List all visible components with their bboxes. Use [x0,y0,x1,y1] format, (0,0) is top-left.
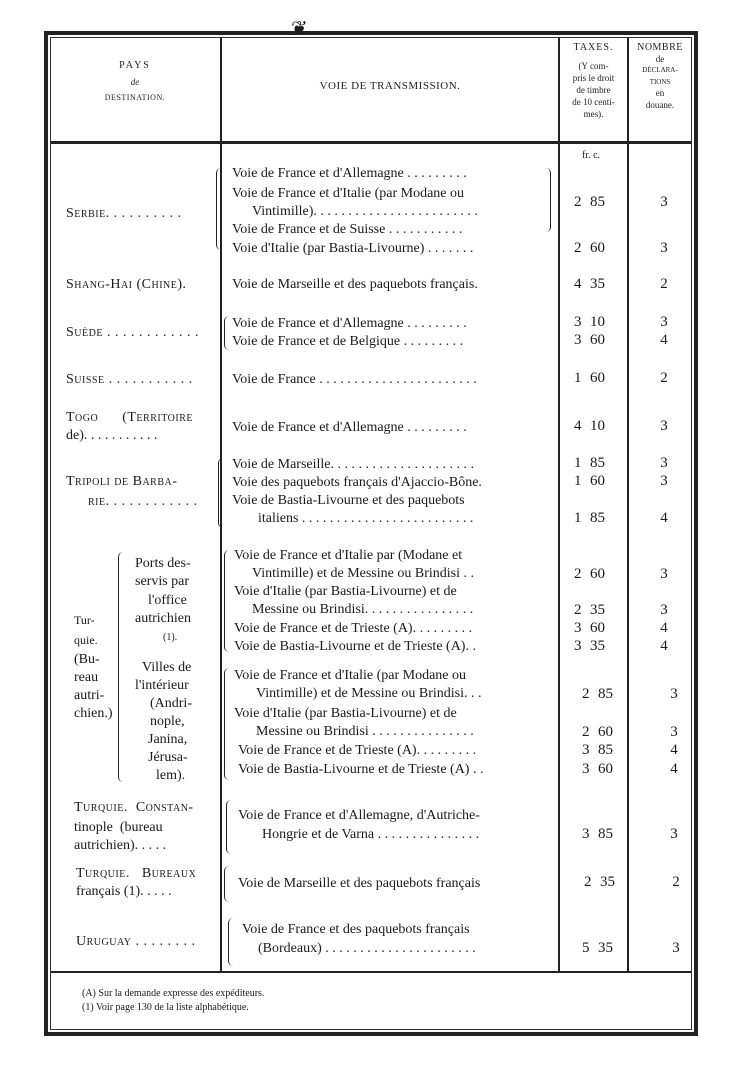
tax-togo-fr: 4 [574,418,582,434]
turquie-sub1-1: Ports des- [135,556,191,571]
header-nombre-line1: NOMBRE [637,42,683,53]
route-turquie-a4: Voie de Bastia-Livourne et de Trieste (A). . [234,639,476,654]
route-turquie-a3: Voie de France et de Trieste (A). . . . . . . . . [234,621,473,636]
tax-suisse-c: 60 [590,370,605,386]
tax-turquie-b4-c: 60 [598,761,613,777]
unit-label: fr. c. [582,150,601,161]
column-rule-3 [627,38,629,971]
tax-turquie-a2-c: 35 [590,602,605,618]
turquie-sub2-7: lem). [156,768,186,783]
header-voie: VOIE DE TRANSMISSION. [319,80,461,92]
country-serbie: Serbie. . . . . . . . . . [66,206,182,221]
header-taxes [560,42,627,120]
route-tripoli-3b: italiens . . . . . . . . . . . . . . . . . . . . . . . . . [258,511,474,526]
route-turquie-b1b: Vintimille) et de Messine ou Brindisi. . . [256,686,482,701]
route-tripoli-3a: Voie de Bastia-Livourne et des paquebots [232,493,465,508]
decl-turquie-a1: 3 [660,566,668,582]
header-nombre-line2: de [655,53,665,64]
decl-turquie-b1: 3 [670,686,678,702]
turquie-sub1-5: (1). [163,632,178,643]
header-pays-line2: de [130,77,140,87]
decl-turquie-b4: 4 [670,761,678,777]
turquie-main-3: (Bu- [74,652,100,667]
turquie-main-6: chien.) [74,706,113,721]
decl-turquie-b3: 4 [670,742,678,758]
brace-serbie-tax [545,168,551,232]
route-togo-1: Voie de France et d'Allemagne . . . . . . . . . [232,420,467,435]
turquie-sub2-1: Villes de [142,660,192,675]
route-shanghai-1: Voie de Marseille et des paquebots français. [232,277,478,292]
route-serbie-4: Voie d'Italie (par Bastia-Livourne) . . . . . . . [232,241,474,256]
tax-turquie-a4-fr: 3 [574,638,582,654]
header-nombre-line6: douane. [645,99,675,110]
tax-tripoli-1-c: 85 [590,455,605,471]
tax-constantinople-fr: 3 [582,826,590,842]
header-rule [51,141,691,144]
turquie-main-1: Tur- [74,613,95,627]
decl-turquie-a3: 4 [660,620,668,636]
tax-tripoli-3-c: 85 [590,510,605,526]
tax-serbie-1-fr: 2 [574,194,582,210]
decl-suede-2: 4 [660,332,668,348]
country-constantinople-2: tinople (bureau [74,820,163,835]
tax-uruguay-c: 35 [598,940,613,956]
turquie-sub2-6: Jérusa- [148,750,188,765]
route-tripoli-1: Voie de Marseille. . . . . . . . . . . . . . . . . . . . . [232,457,474,472]
tax-tripoli-3-fr: 1 [574,510,582,526]
route-uruguay-1a: Voie de France et des paquebots français [242,922,470,937]
route-bureaux-fr-1: Voie de Marseille et des paquebots français [238,876,481,891]
country-shanghai: Shang-Hai (Chine). [66,277,187,292]
tax-turquie-b1-fr: 2 [582,686,590,702]
tax-turquie-b2-c: 60 [598,724,613,740]
route-suede-2: Voie de France et de Belgique . . . . . . . . . [232,334,464,349]
brace-turquie-b [224,668,230,780]
decl-turquie-a4: 4 [660,638,668,654]
column-rule-2 [558,38,560,971]
header-taxes-note2: pris le droit [572,73,615,83]
route-turquie-b4: Voie de Bastia-Livourne et de Trieste (A) . . [238,762,484,777]
header-taxes-note4: de 10 centi- [572,97,615,107]
turquie-sub1-4: autrichien [135,611,191,626]
header-pays-line1: PAYS [119,60,151,71]
brace-bureaux-fr [224,866,230,902]
route-turquie-b3: Voie de France et de Trieste (A). . . . . . . . . [238,743,477,758]
decl-uruguay: 3 [672,940,680,956]
turquie-main-5: autri- [74,688,105,703]
decl-tripoli-1: 3 [660,455,668,471]
header-pays-line3: DESTINATION. [104,93,166,102]
route-turquie-b1a: Voie de France et d'Italie (par Modane ou [234,668,467,683]
country-suede: Suède . . . . . . . . . . . . [66,325,199,340]
decl-tripoli-2: 3 [660,473,668,489]
decl-turquie-a2: 3 [660,602,668,618]
header-pays [60,60,210,102]
decl-constantinople: 3 [670,826,678,842]
tax-suede-1-c: 10 [590,314,605,330]
tax-suede-1-fr: 3 [574,314,582,330]
route-turquie-a2a: Voie d'Italie (par Bastia-Livourne) et de [234,584,457,599]
decl-serbie-2: 3 [660,240,668,256]
tax-togo-c: 10 [590,418,605,434]
header-nombre-line4: TIONS [649,77,671,86]
tax-turquie-a3-fr: 3 [574,620,582,636]
route-turquie-a1b: Vintimille) et de Messine ou Brindisi . . [252,566,474,581]
tax-suede-2-fr: 3 [574,332,582,348]
decl-suede-1: 3 [660,314,668,330]
brace-serbie [216,168,222,250]
tax-turquie-b4-fr: 3 [582,761,590,777]
country-tripoli-a: Tripoli de Barba- [66,474,178,489]
country-tripoli-b: rie. . . . . . . . . . . . [88,494,198,509]
tax-tripoli-1-fr: 1 [574,455,582,471]
tax-serbie-2-c: 60 [590,240,605,256]
route-serbie-2b: Vintimille). . . . . . . . . . . . . . . . . . . . . . . . [252,204,478,219]
country-togo-b: de). . . . . . . . . . . [66,428,158,443]
route-tripoli-2: Voie des paquebots français d'Ajaccio-Bône. [232,475,482,490]
turquie-sub1-2: servis par [135,574,190,589]
tax-turquie-a1-c: 60 [590,566,605,582]
route-turquie-a1a: Voie de France et d'Italie par (Modane et [234,548,463,563]
turquie-sub2-3: (Andri- [150,696,192,711]
country-uruguay: Uruguay . . . . . . . . [76,934,196,949]
ornament-icon: ❦ [291,16,308,40]
tax-suede-2-c: 60 [590,332,605,348]
route-serbie-2a: Voie de France et d'Italie (par Modane ou [232,186,465,201]
country-suisse: Suisse . . . . . . . . . . . [66,372,193,387]
tax-suisse-fr: 1 [574,370,582,386]
tax-constantinople-c: 85 [598,826,613,842]
header-nombre-line5: en [655,88,665,98]
header-taxes-note1: (Y com- [578,61,609,71]
turquie-sub2-2: l'intérieur [135,678,189,693]
turquie-sub1-3: l'office [148,593,187,608]
tax-turquie-b3-c: 85 [598,742,613,758]
tax-turquie-a1-fr: 2 [574,566,582,582]
tax-turquie-b3-fr: 3 [582,742,590,758]
header-nombre [629,42,691,111]
tax-turquie-a4-c: 35 [590,638,605,654]
header-taxes-title: TAXES. [573,42,614,53]
decl-bureaux-fr: 2 [672,874,680,890]
route-constantinople-1b: Hongrie et de Varna . . . . . . . . . . . . . . . [262,827,480,842]
route-turquie-b2a: Voie d'Italie (par Bastia-Livourne) et de [234,706,457,721]
brace-turquie-a [224,550,230,652]
tax-shanghai-c: 35 [590,276,605,292]
tax-bureaux-fr-fr: 2 [584,874,592,890]
decl-suisse: 2 [660,370,668,386]
route-suisse-1: Voie de France . . . . . . . . . . . . . . . . . . . . . . . [232,372,477,387]
header-taxes-note5: mes). [583,109,604,119]
footnote-1: (1) Voir page 130 de la liste alphabétique. [82,1002,249,1013]
route-uruguay-1b: (Bordeaux) . . . . . . . . . . . . . . . . . . . . . . [258,941,476,956]
decl-turquie-b2: 3 [670,724,678,740]
header-taxes-note3: de timbre [576,85,611,95]
header-nombre-line3: DÉCLARA- [642,66,678,74]
tax-tripoli-2-fr: 1 [574,473,582,489]
route-serbie-1: Voie de France et d'Allemagne . . . . . . . . . [232,166,467,181]
route-suede-1: Voie de France et d'Allemagne . . . . . . . . . [232,316,467,331]
footnote-a: (A) Sur la demande expresse des expéditeurs. [82,988,265,999]
turquie-main-2: quie. [74,633,98,647]
tax-turquie-b1-c: 85 [598,686,613,702]
route-turquie-a2b: Messine ou Brindisi. . . . . . . . . . . . . . . . [252,602,474,617]
brace-turquie-main [118,552,124,782]
country-bureaux-fr-2: français (1). . . . . [76,884,172,899]
tax-turquie-a3-c: 60 [590,620,605,636]
brace-uruguay [228,918,234,966]
country-constantinople-3: autrichien). . . . . [74,838,167,853]
tax-turquie-b2-fr: 2 [582,724,590,740]
brace-suede [224,316,230,350]
decl-shanghai: 2 [660,276,668,292]
tax-serbie-2-fr: 2 [574,240,582,256]
decl-tripoli-3: 4 [660,510,668,526]
brace-tripoli [218,458,224,528]
table-bottom-rule [51,971,691,973]
decl-togo: 3 [660,418,668,434]
tax-uruguay-fr: 5 [582,940,590,956]
country-bureaux-fr-1: Turquie. Bureaux [76,866,197,881]
route-turquie-b2b: Messine ou Brindisi . . . . . . . . . . . . . . . [256,724,474,739]
country-constantinople-1: Turquie. Constan- [74,800,194,815]
tax-tripoli-2-c: 60 [590,473,605,489]
turquie-main-4: reau [74,670,99,685]
tax-serbie-1-c: 85 [590,194,605,210]
turquie-sub2-5: Janina, [148,732,188,747]
route-serbie-3: Voie de France et de Suisse . . . . . . . . . . . [232,222,463,237]
tax-bureaux-fr-c: 35 [600,874,615,890]
country-togo-a: Togo (Territoire [66,410,193,425]
brace-constantinople [226,800,232,854]
tax-turquie-a2-fr: 2 [574,602,582,618]
route-constantinople-1a: Voie de France et d'Allemagne, d'Autriche- [238,808,480,823]
decl-serbie-1: 3 [660,194,668,210]
turquie-sub2-4: nople, [150,714,185,729]
tax-shanghai-fr: 4 [574,276,582,292]
